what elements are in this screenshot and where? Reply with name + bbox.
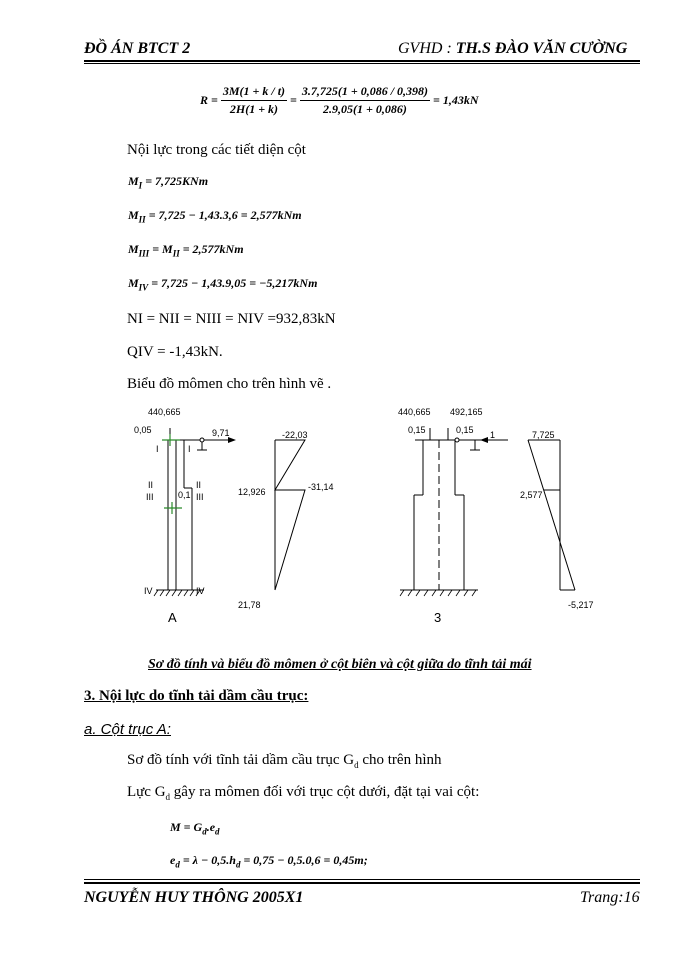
formula-R-lhs: R [200, 93, 209, 107]
header-rule [84, 60, 640, 62]
colA-react: 9,71 [212, 428, 230, 438]
momA-mid-left: 12,926 [238, 487, 266, 497]
colB-ecc-right: 0,15 [456, 425, 474, 435]
formula-R-frac1 [221, 84, 287, 117]
m2-sub: II [138, 214, 146, 225]
moment-I: $M_I = 7,725KNm$ [128, 174, 209, 191]
moment-B-diagram [520, 430, 594, 610]
colA-II-right: II [196, 480, 202, 490]
formula-M-text: M = G [170, 820, 203, 834]
formula-e-sub: d [175, 859, 180, 870]
formula-R: R = $\frac{3M(1 + k / t)}{2H(1 + k)}$ = $\frac{3.7,725(1 + 0,086 / 0,398)}{2.9,05(1 + 0,086)}$ = 1,43kN [200, 84, 479, 116]
m4-sub: IV [138, 282, 149, 293]
formula-R-frac2 [300, 84, 430, 117]
m1-sub: I [138, 180, 143, 191]
moment-III: $M_{III} = M_{II} = 2,577kNm$ [128, 242, 244, 259]
formula-e-mid: = λ − 0,5.h [179, 853, 236, 867]
frac1-num: 3M(1 + k / t) [221, 84, 287, 101]
colB-load-left: 440,665 [398, 407, 431, 417]
colA-III-left: III [146, 492, 154, 502]
momB-mid: 2,577 [520, 490, 543, 500]
diagram-intro: Biểu đồ mômen cho trên hình vẽ . [127, 376, 332, 392]
header-rule-thin [84, 63, 640, 64]
momB-bottom: -5,217 [568, 600, 594, 610]
frac2-den: 2.9,05(1 + 0,086) [323, 102, 407, 116]
colA-offset: 0,1 [178, 490, 191, 500]
colB-name: 3 [434, 610, 442, 625]
m3-expr2: = 2,577kNm [182, 242, 244, 256]
header-right-prefix: GVHD : [398, 40, 456, 57]
m3-expr: = M [152, 242, 173, 256]
momA-mid-right: -31,14 [308, 482, 334, 492]
colB-load-right: 492,165 [450, 407, 483, 417]
formula-R-result: = 1,43kN [433, 93, 479, 107]
header-right-name: TH.S ĐÀO VĂN CƯỜNG [455, 40, 628, 57]
para1 [127, 752, 442, 770]
moment-II: $M_{II} = 7,725 - 1,43.3,6 = 2,577kNm$ [128, 208, 302, 225]
page-number: Trang:16 [580, 889, 640, 906]
column-A-diagram [134, 407, 236, 625]
formula-M [170, 820, 220, 836]
column-B-diagram [398, 407, 508, 625]
colA-load: 440,665 [148, 407, 181, 417]
colB-ecc-left: 0,15 [408, 425, 426, 435]
section-3-title: 3. Nội lực do tĩnh tải dầm cầu trục: [84, 688, 309, 704]
colB-react: 1 [490, 430, 496, 440]
header-left: ĐỒ ÁN BTCT 2 [84, 40, 191, 57]
m3-sub: III [138, 248, 150, 259]
colA-ecc: 0,05 [134, 425, 152, 435]
intro-text: Nội lực trong các tiết diện cột [127, 142, 306, 158]
formula-e-text: e [170, 853, 176, 867]
momB-top: 7,725 [532, 430, 555, 440]
colA-I-right: I [188, 444, 191, 454]
colA-II-left: II [148, 480, 154, 490]
momA-bottom: 21,78 [238, 600, 261, 610]
structural-figure [120, 400, 620, 630]
colA-IV-left: IV [144, 586, 153, 596]
formula-e [170, 853, 368, 869]
footer-rule [84, 882, 640, 884]
m3-sub2: II [172, 248, 180, 259]
footer-rule-thin [84, 879, 640, 880]
momA-top: -22,03 [282, 430, 308, 440]
m1-expr: = 7,725KNm [145, 174, 209, 188]
para2-sub: d [165, 792, 171, 802]
frac1-den: 2H(1 + k) [229, 102, 279, 116]
frac2-num: 3.7,725(1 + 0,086 / 0,398) [300, 84, 430, 101]
moment-IV: $M_{IV} = 7,725 - 1,43.9,05 = -5,217kNm$ [128, 276, 318, 293]
normal-forces: NI = NII = NIII = NIV =932,83kN [127, 311, 336, 327]
para1-text: Sơ đồ tính với tĩnh tải dầm cầu trục G [127, 752, 355, 768]
header-right [398, 40, 627, 58]
colA-III-right: III [196, 492, 204, 502]
moment-A-diagram [238, 430, 334, 610]
colA-I-left: I [156, 444, 159, 454]
para2-text: Lực G [127, 784, 166, 800]
formula-M-end: .e [206, 820, 216, 834]
colA-IV-right: IV [196, 586, 205, 596]
m2-expr: = 7,725 − 1,43.3,6 = 2,577kNm [148, 208, 302, 222]
m4-expr: = 7,725 − 1,43.9,05 = −5,217kNm [151, 276, 318, 290]
shear-force: QIV = -1,43kN. [127, 344, 223, 360]
figure-caption: Sơ đồ tính và biểu đồ mômen ở cột biên và cột giữa do tĩnh tải mái [148, 657, 532, 672]
formula-e-sub2: d [235, 859, 241, 870]
formula-M-sub: d [202, 826, 207, 837]
para2 [127, 784, 479, 802]
para1-end: cho trên hình [358, 752, 442, 768]
subsection-a: a. Cột trục A: [84, 721, 171, 738]
footer-left: NGUYỄN HUY THÔNG 2005X1 [84, 889, 304, 906]
colA-name: A [168, 610, 177, 625]
para2-end: gây ra mômen đối với trục cột dưới, đặt tại vai cột: [170, 784, 480, 800]
para1-sub: d [354, 760, 359, 770]
formula-e-end: = 0,75 − 0,5.0,6 = 0,45m; [240, 853, 368, 867]
formula-M-sub2: d [215, 826, 220, 837]
